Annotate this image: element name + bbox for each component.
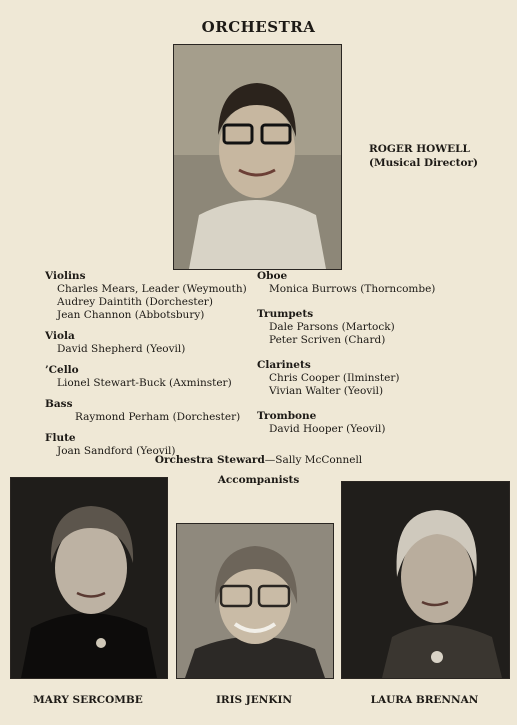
section-heading: Oboe	[257, 270, 288, 282]
section-violins	[45, 270, 265, 322]
accompanist-name-3: LAURA BRENNAN	[370, 694, 479, 706]
accompanist-name-2: IRIS JENKIN	[216, 694, 292, 706]
member-name: Joan Sandford (Yeovil)	[57, 445, 176, 457]
member-name: Monica Burrows (Thorncombe)	[269, 283, 436, 295]
accompanist-photo-1	[10, 477, 168, 679]
director-caption	[369, 142, 478, 170]
section-cello	[45, 364, 265, 390]
member-name: David Hooper (Yeovil)	[269, 423, 386, 435]
section-oboe	[257, 270, 477, 296]
section-heading: Flute	[45, 432, 76, 444]
director-role: (Musical Director)	[369, 157, 479, 169]
sections-right	[257, 270, 477, 444]
member-name: Dale Parsons (Martock)	[269, 321, 395, 333]
section-viola	[45, 330, 265, 356]
page-title: ORCHESTRA	[201, 18, 316, 36]
section-bass	[45, 398, 265, 424]
steward-separator: —	[264, 454, 276, 466]
section-heading: Bass	[45, 398, 73, 410]
accompanists-heading: Accompanists	[217, 474, 300, 486]
member-name: Chris Cooper (Ilminster)	[269, 372, 400, 384]
section-trombone	[257, 410, 477, 436]
steward-label: Orchestra Steward	[154, 454, 265, 466]
member-name: David Shepherd (Yeovil)	[57, 343, 186, 355]
member-name: Lionel Stewart-Buck (Axminster)	[57, 377, 232, 389]
steward-name: Sally McConnell	[275, 454, 363, 466]
member-name: Peter Scriven (Chard)	[269, 334, 386, 346]
section-heading: Trumpets	[257, 308, 314, 320]
member-name: Charles Mears, Leader (Weymouth)	[57, 283, 247, 295]
accompanist-photo-3	[341, 481, 510, 679]
section-heading: Clarinets	[257, 359, 311, 371]
director-photo	[173, 44, 342, 270]
section-heading: Trombone	[257, 410, 317, 422]
accompanist-photo-2	[176, 523, 334, 679]
member-name: Jean Channon (Abbotsbury)	[57, 309, 205, 321]
section-heading: ’Cello	[45, 364, 79, 376]
orchestra-steward	[0, 454, 517, 466]
accompanist-name-1: MARY SERCOMBE	[33, 694, 143, 706]
director-name: ROGER HOWELL	[369, 143, 470, 155]
section-clarinets	[257, 359, 477, 398]
member-name: Vivian Walter (Yeovil)	[269, 385, 384, 397]
section-heading: Violins	[45, 270, 86, 282]
section-trumpets	[257, 308, 477, 347]
section-heading: Viola	[45, 330, 75, 342]
member-name: Raymond Perham (Dorchester)	[75, 411, 241, 423]
member-name: Audrey Daintith (Dorchester)	[57, 296, 213, 308]
sections-left	[45, 270, 265, 466]
